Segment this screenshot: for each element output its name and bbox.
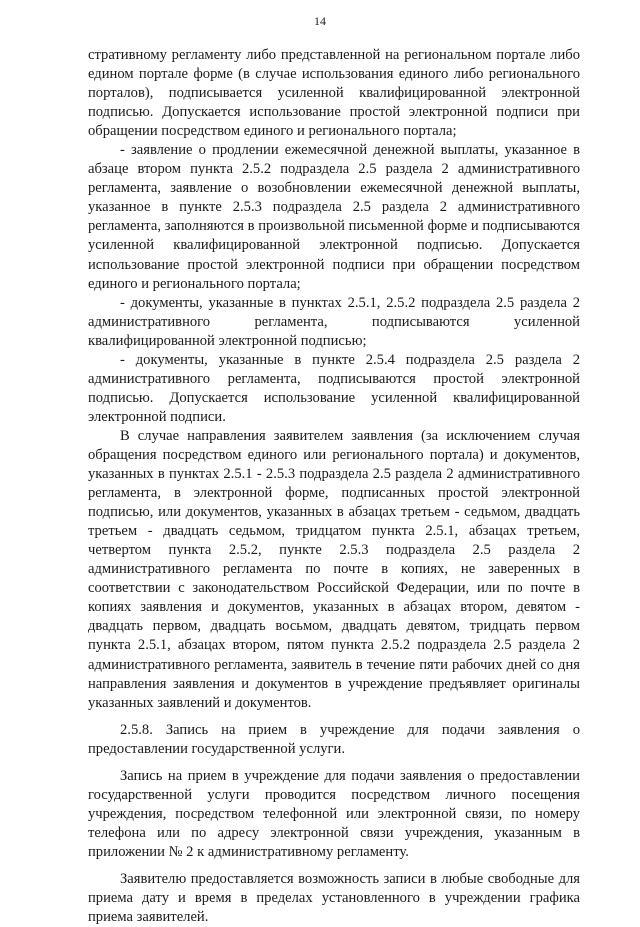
paragraph-electronic-submission: В случае направления заявителем заявления (за исключением случая обращения посредством единого или регионального портала) и документов, указанных в пунктах 2.5.1 - 2.5.3 подраздела 2.5 раздела 2 административного регламента, в электронной форме, подписанных простой электронной подписью, или документов, указанных в абзацах третьем - седьмом, двадцать третьем - двадцать седьмом, тридцатом пункта 2.5.1, абзацах третьем, четвертом пункта 2.5.2, пункте 2.5.3 подраздела 2.5 раздела 2 административного регламента по почте в копиях, не заверенных в соответствии с законодательством Российской Федерации, или по почте в копиях заявления и документов, указанных в абзацах втором, девятом - двадцать первом, двадцать восьмом, двадцать девятом, тридцать первом пункта 2.5.1, абзацах втором, пятом пункта 2.5.2 подраздела 2.5 раздела 2 административного регламента, заявитель в течение пяти рабочих дней со дня направления заявления и документов в учреждение предъявляет оригиналы указанных заявлений и документов. [88, 427, 580, 711]
paragraph-continuation: стративному регламенту либо представленной на региональном портале либо едином портале форме (в случае использования единого либо регионального порталов), подписывается усиленной квалифицированной электронной подписью. Допускается использование простой электронной подписи при обращении посредством единого и регионального портала; [88, 47, 580, 140]
page-number: 14 [314, 14, 326, 28]
paragraph-documents-2-5-4: - документы, указанные в пункте 2.5.4 подраздела 2.5 раздела 2 административного регламента, подписываются простой электронной подписью. Допускается использование усиленной квалифицированной электронной подписи. [88, 351, 580, 425]
paragraph-schedule: Заявителю предоставляется возможность записи в любые свободные для приема дату и время в пределах установленного в учреждении графика приема заявителей. [88, 870, 580, 926]
document-body [88, 46, 580, 927]
paragraph-documents-2-5-1: - документы, указанные в пунктах 2.5.1, 2.5.2 подраздела 2.5 раздела 2 административного регламента, подписываются усиленной квалифицированной электронной подписью; [88, 294, 580, 349]
paragraph-renewal-application: - заявление о продлении ежемесячной денежной выплаты, указанное в абзаце втором пункта 2.5.2 подраздела 2.5 раздела 2 административного регламента, заявление о возобновлении ежемесячной денежной выплаты, указанное в пункте 2.5.3 подраздела 2.5 раздела 2 административного регламента, заполняются в произвольной письменной форме и подписываются усиленной квалифицированной электронной подписью. Допускается использование простой электронной подписи при обращении посредством единого и регионального портала; [88, 142, 580, 292]
paragraph-appointment: Запись на прием в учреждение для подачи заявления о предоставлении государственной услуги проводится посредством личного посещения учреждения, посредством телефонной или электронной связи, по номеру телефона или по адресу электронной связи учреждения, указанным в приложении № 2 к административному регламенту. [88, 767, 580, 860]
paragraph-section-2-5-8: 2.5.8. Запись на прием в учреждение для подачи заявления о предоставлении государственной услуги. [88, 721, 580, 757]
